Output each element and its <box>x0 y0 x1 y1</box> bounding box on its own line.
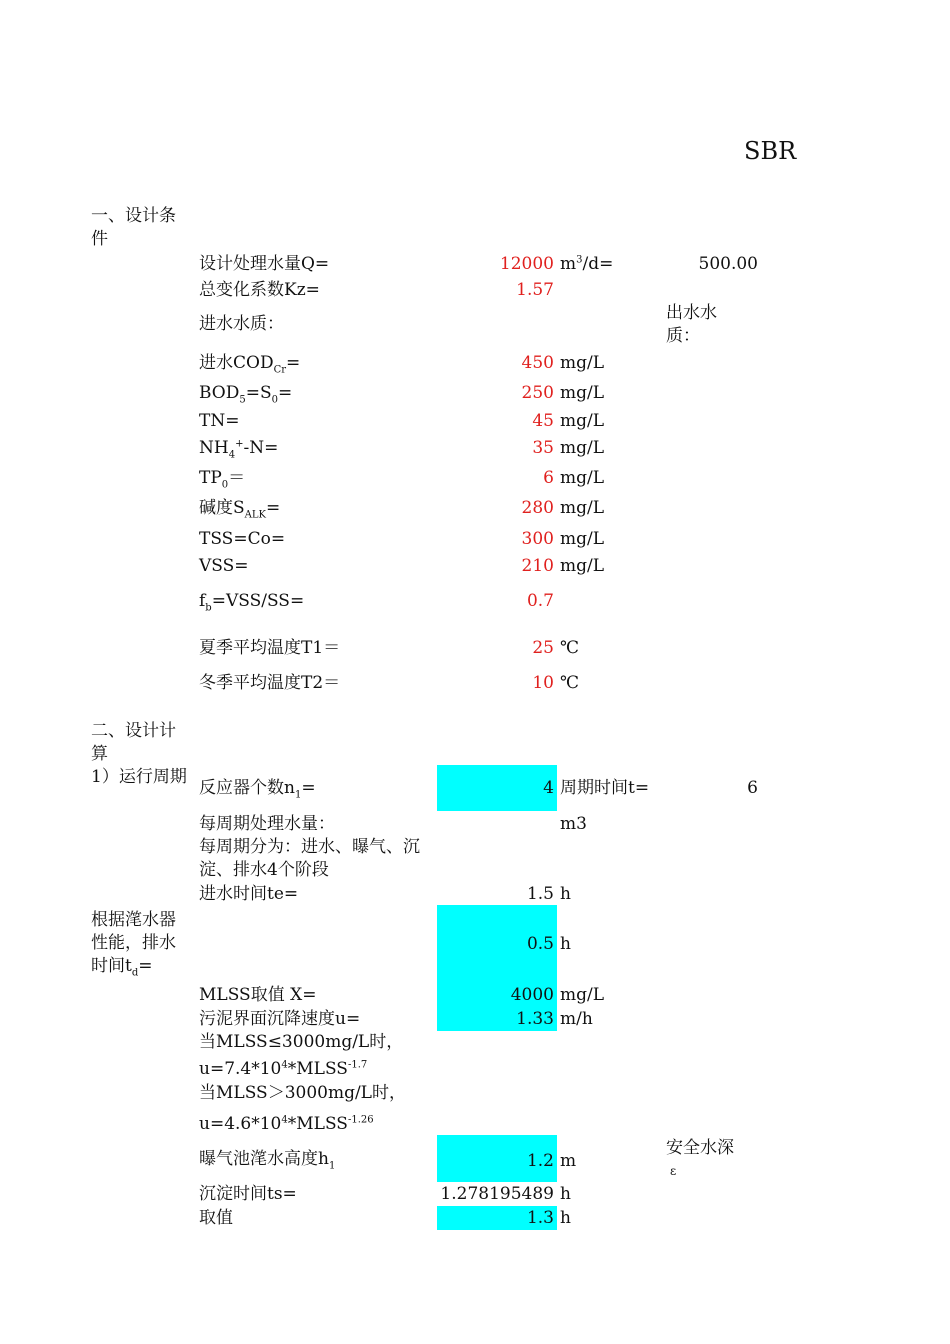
nh4-sup: + <box>235 438 244 450</box>
formula1 <box>199 1058 367 1081</box>
page-title: SBR <box>744 137 797 165</box>
tp-value: 6 <box>543 468 554 488</box>
tp-label <box>199 467 245 490</box>
t2-unit: ℃ <box>560 673 580 693</box>
bod-label <box>199 382 292 405</box>
section-heading-calculation: 二、设计计算 <box>91 721 176 764</box>
t2-label: 冬季平均温度T2＝ <box>199 673 341 693</box>
tn-value: 45 <box>532 411 554 431</box>
nh4-value: 35 <box>532 438 554 458</box>
section-heading-conditions: 一、设计条件 <box>91 206 176 249</box>
fb-label <box>199 590 304 613</box>
safety-symbol: ε <box>670 1164 677 1178</box>
cod-value: 450 <box>521 353 554 373</box>
q-hourly: 500.00 <box>698 254 758 274</box>
cond1: 当MLSS≤3000mg/L时， <box>199 1032 404 1052</box>
tp-text: TP <box>199 468 222 488</box>
nh4-label <box>199 437 278 460</box>
formula2-a: u=4.6*10 <box>199 1114 282 1134</box>
t1-label: 夏季平均温度T1＝ <box>199 638 341 658</box>
tp-eq: ＝ <box>228 468 246 488</box>
cycle-label: 周期时间t= <box>560 778 650 798</box>
cod-text: 进水COD <box>199 353 274 373</box>
take-unit: h <box>560 1208 571 1228</box>
bod-mid: =S <box>245 383 272 403</box>
influent-label: 进水水质： <box>199 314 284 334</box>
fb-text: f <box>199 591 206 611</box>
nh4-rest: -N= <box>243 438 279 458</box>
cod-sub: Cr <box>273 364 287 376</box>
bod-value: 250 <box>521 383 554 403</box>
u-unit: m/h <box>560 1009 593 1029</box>
vss-label: VSS= <box>199 556 249 576</box>
bod-sub: 5 <box>239 394 246 406</box>
h1-sub: 1 <box>328 1160 336 1172</box>
h1-label <box>199 1148 335 1171</box>
formula2-b: *MLSS <box>287 1114 348 1134</box>
fb-sub: b <box>205 602 212 614</box>
formula1-b: *MLSS <box>287 1059 348 1079</box>
alk-eq: = <box>266 498 281 518</box>
q-unit-rest: /d= <box>582 254 614 274</box>
tss-label: TSS=Co= <box>199 529 286 549</box>
safety-label: 安全水深 <box>666 1138 734 1158</box>
alk-value: 280 <box>521 498 554 518</box>
nh4-text: NH <box>199 438 229 458</box>
tss-value: 300 <box>521 529 554 549</box>
take-label: 取值 <box>199 1208 233 1228</box>
bod-unit: mg/L <box>560 383 605 403</box>
nh4-sub: 4 <box>228 449 236 461</box>
take-value[interactable]: 1.3 <box>526 1208 554 1228</box>
formula1-a: u=7.4*10 <box>199 1059 282 1079</box>
tss-unit: mg/L <box>560 529 605 549</box>
mlss-unit: mg/L <box>560 985 605 1005</box>
td-eq: = <box>138 956 153 976</box>
q-unit: $m^3/d=$ <box>560 254 614 274</box>
formula1-sup: 4 <box>281 1059 288 1071</box>
formula2-sup2: -1.26 <box>347 1114 374 1126</box>
bod-sub2: 0 <box>271 394 279 406</box>
te-value: 1.5 <box>526 884 554 904</box>
phases-note: 每周期分为：进水、曝气、沉淀、排水4个阶段 <box>199 837 420 880</box>
effluent-label: 出水水质： <box>666 303 717 346</box>
ts-unit: h <box>560 1184 571 1204</box>
tn-label: TN= <box>199 411 240 431</box>
vss-value: 210 <box>521 556 554 576</box>
formula2 <box>199 1113 374 1136</box>
cod-eq: = <box>286 353 301 373</box>
h1-unit: m <box>560 1151 577 1171</box>
n1-label <box>199 777 316 800</box>
alk-text: 碱度S <box>199 498 245 518</box>
h1-value[interactable]: 1.2 <box>526 1151 554 1171</box>
n1-value[interactable]: 4 <box>543 778 554 798</box>
td-value[interactable]: 0.5 <box>526 934 554 954</box>
mlss-value[interactable]: 4000 <box>510 985 554 1005</box>
bod-text: BOD <box>199 383 240 403</box>
cod-unit: mg/L <box>560 353 605 373</box>
step1-label: 1）运行周期 <box>91 767 187 787</box>
tn-unit: mg/L <box>560 411 605 431</box>
per-cycle-unit: m3 <box>560 814 587 834</box>
t1-value: 25 <box>532 638 554 658</box>
per-cycle-label: 每周期处理水量： <box>199 814 335 834</box>
td-unit: h <box>560 934 571 954</box>
formula2-sup: 4 <box>281 1114 288 1126</box>
bod-eq: = <box>278 383 293 403</box>
formula1-sup2: -1.7 <box>347 1059 368 1071</box>
vss-unit: mg/L <box>560 556 605 576</box>
nh4-unit: mg/L <box>560 438 605 458</box>
u-label: 污泥界面沉降速度u= <box>199 1009 361 1029</box>
ts-value: 1.278195489 <box>440 1184 554 1204</box>
alk-label <box>199 497 280 520</box>
q-value: 12000 <box>499 254 554 274</box>
te-unit: h <box>560 884 571 904</box>
cond2: 当MLSS＞3000mg/L时， <box>199 1083 406 1103</box>
n1-text: 反应器个数n <box>199 778 295 798</box>
n1-sub: 1 <box>294 789 302 801</box>
alk-unit: mg/L <box>560 498 605 518</box>
u-value[interactable]: 1.33 <box>516 1009 554 1029</box>
fb-rest: =VSS/SS= <box>211 591 305 611</box>
t2-value: 10 <box>532 673 554 693</box>
q-label: 设计处理水量Q= <box>199 254 330 274</box>
tp-sub: 0 <box>221 479 229 491</box>
cod-label <box>199 352 300 375</box>
td-note <box>91 909 191 978</box>
t1-unit: ℃ <box>560 638 580 658</box>
alk-sub: ALK <box>244 509 266 521</box>
tp-unit: mg/L <box>560 468 605 488</box>
ts-label: 沉淀时间ts= <box>199 1184 297 1204</box>
fb-value: 0.7 <box>526 591 554 611</box>
cycle-value: 6 <box>747 778 758 798</box>
te-label: 进水时间te= <box>199 884 299 904</box>
td-text: 根据滗水器性能，排水时间t <box>91 910 176 976</box>
mlss-label: MLSS取值 X= <box>199 985 317 1005</box>
h1-text: 曝气池滗水高度h <box>199 1149 329 1169</box>
td-sub: d <box>131 967 139 979</box>
n1-eq: = <box>301 778 316 798</box>
kz-label: 总变化系数Kz= <box>199 280 320 300</box>
kz-value: 1.57 <box>516 280 554 300</box>
